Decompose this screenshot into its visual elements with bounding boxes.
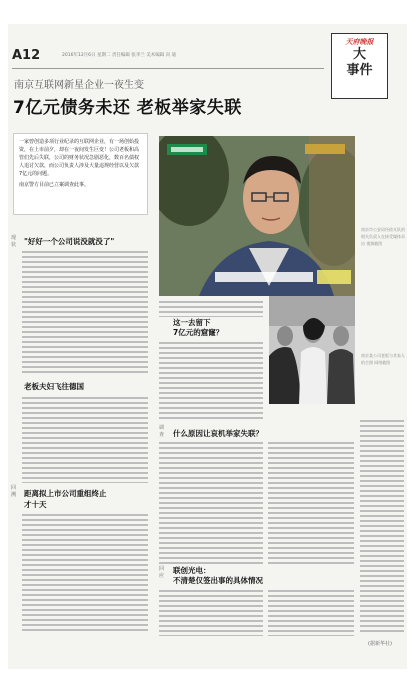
body-text-block bbox=[360, 420, 404, 632]
section-side-label: 现状 bbox=[11, 235, 17, 248]
section-logo-bottom: 事件 bbox=[346, 63, 373, 78]
lead-text: 一家曾创造多项行业纪录的互联网企业，有一场创始投资，在上市前夕，却在一夜间发生巨变！公司老板和高管们先后失联，公司的财务状况急剧恶化，数百名债权人追讨欠款，而公司负责人涉及大量违规经营以及欠款7亿元的问题。 bbox=[19, 139, 140, 177]
section-title: 这一去留下 7亿元的窟窿？ bbox=[173, 318, 224, 337]
section-side-label: 调查 bbox=[159, 425, 165, 438]
interview-photo bbox=[159, 136, 355, 296]
section-title: 距离拟上市公司重组终止 才十天 bbox=[24, 489, 107, 509]
body-text-block bbox=[159, 301, 263, 317]
kicker: 南京互联网新星企业一夜生变 bbox=[14, 80, 144, 91]
body-text-block bbox=[22, 397, 148, 483]
section-logo-mid: 大 bbox=[352, 47, 366, 62]
section-title: 老板夫妇飞往德国 bbox=[24, 382, 84, 391]
section-title: 什么原因让哀机举家失联？ bbox=[173, 429, 263, 438]
section-title: "好好一个公司说没就没了" bbox=[24, 237, 115, 246]
body-text-block bbox=[22, 251, 148, 373]
section-title: 联创光电： 不清楚仅签出事的具体情况 bbox=[173, 566, 263, 585]
byline: (据新华社) bbox=[368, 641, 392, 647]
lead-box bbox=[13, 133, 148, 215]
body-text-block bbox=[268, 442, 354, 566]
photo2-caption: 南京某公司老板与其家人的合照 网络截图 bbox=[361, 353, 405, 365]
body-text-block bbox=[159, 590, 263, 636]
body-text-block bbox=[159, 342, 263, 420]
body-text-block bbox=[268, 590, 354, 636]
date-line: 2016年12月6日 星期二 责任编辑 张李兰 美术编辑 向 迪 bbox=[62, 53, 177, 58]
section-side-label: 回应 bbox=[159, 566, 165, 579]
section-side-label: 回溯 bbox=[11, 485, 17, 498]
lead-tail: 南京警方目前已立案调查此事。 bbox=[19, 182, 90, 188]
body-text-block bbox=[22, 514, 148, 634]
group-photo bbox=[269, 296, 355, 404]
section-logo bbox=[331, 33, 388, 99]
page-number: A12 bbox=[12, 48, 41, 63]
headline: 7亿元债务未还 老板举家失联 bbox=[13, 98, 242, 118]
header-rule bbox=[12, 68, 324, 69]
body-text-block bbox=[159, 442, 263, 566]
section-logo-brand: 天府晚报 bbox=[345, 38, 374, 46]
photo1-caption: 南京市公安局经侦支队的相关负责人在接受媒体采访 视频截图 bbox=[361, 227, 405, 246]
